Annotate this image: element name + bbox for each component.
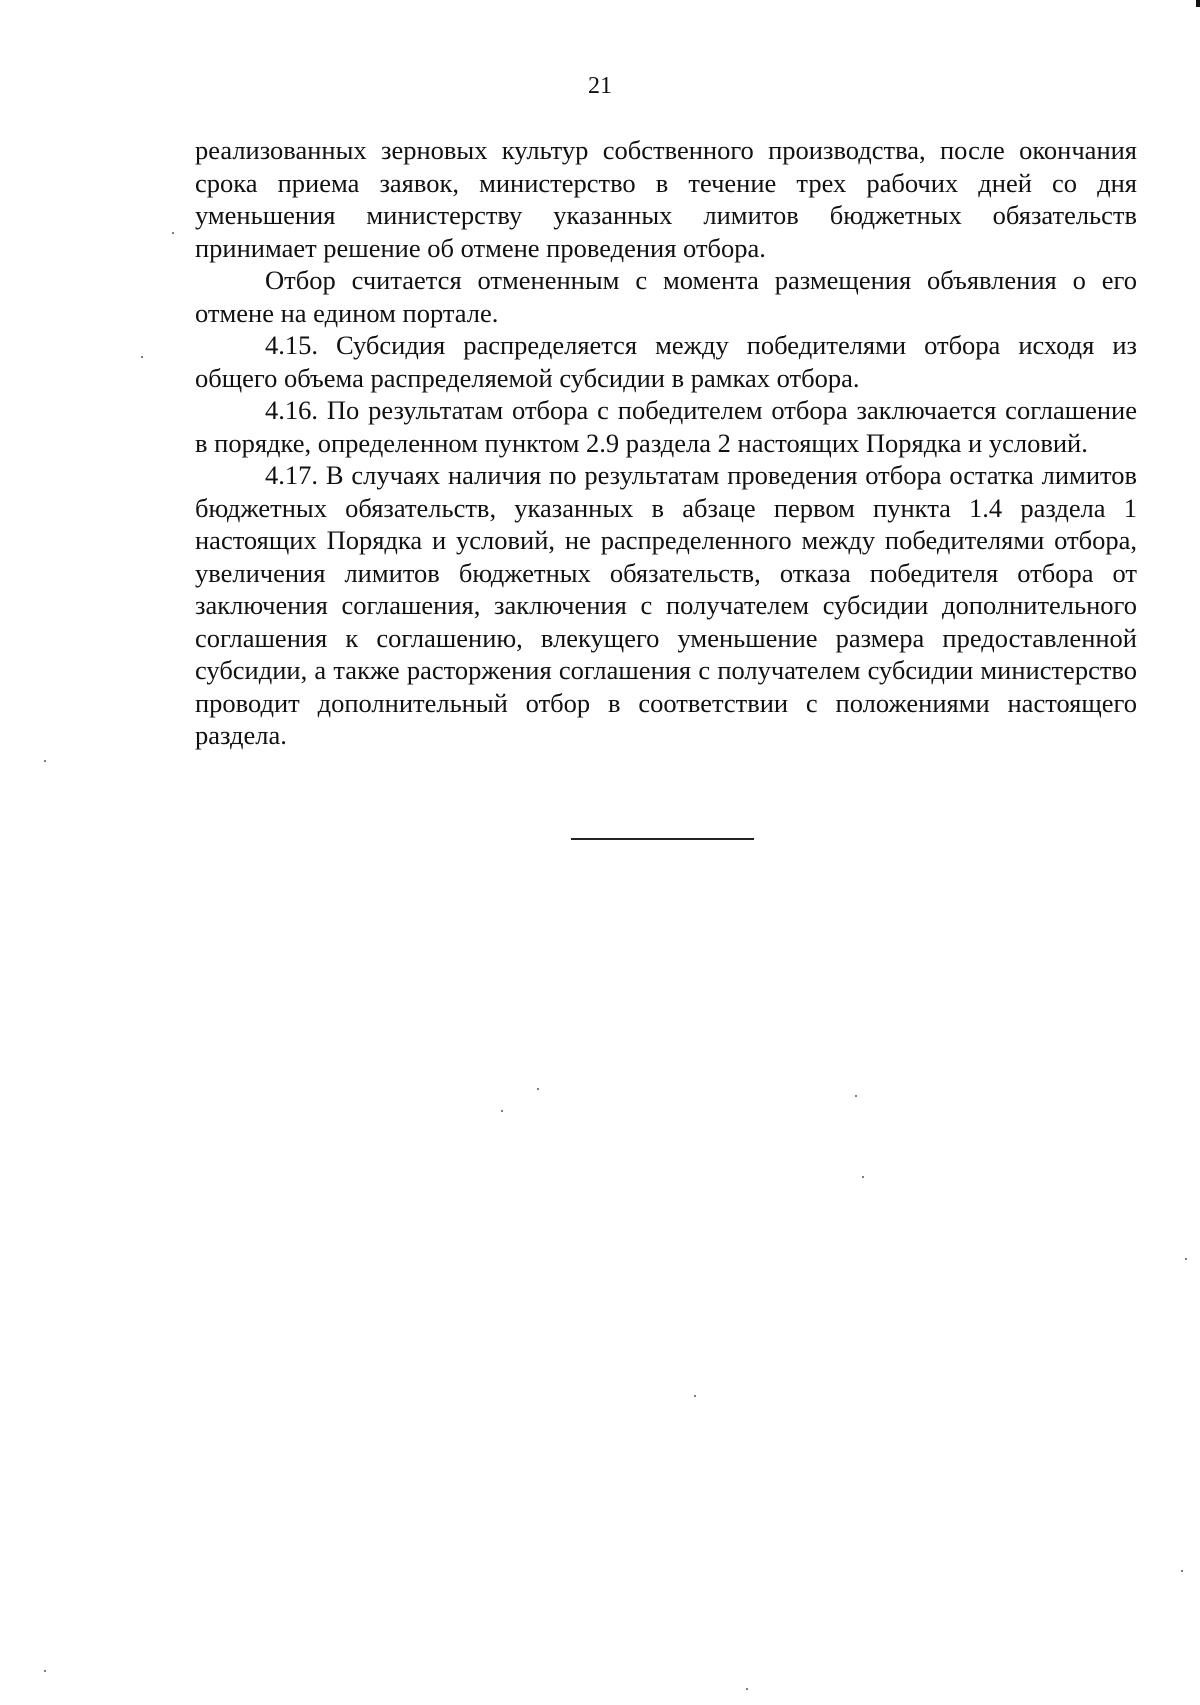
paragraph-selection-cancelled: Отбор считается отмененным с момента размещения объявления о его отмене на едином портале. [195,265,1137,328]
scan-speck [44,1670,46,1672]
scan-speck [746,1688,748,1690]
scan-speck [1185,1258,1187,1260]
paragraph-continuation: реализованных зерновых культур собственного производства, после окончания срока приема заявок, министерство в течение трех рабочих дней со дня уменьшения министерству указанных лимитов бюджетных обязательств принимает решение об отмене проведения отбора. [195,135,1137,263]
page-number: 21 [588,73,612,99]
scan-speck [694,1395,696,1397]
scan-speck [855,1095,857,1097]
paragraph-4-17: 4.17. В случаях наличия по результатам проведения отбора остатка лимитов бюджетных обязательств, указанных в абзаце первом пункта 1.4 раздела 1 настоящих Порядка и условий, не распределенного между победителями отбора, увеличения лимитов бюджетных обязательств, отказа победителя отбора от заключения соглашения, заключения с получателем субсидии дополнительного соглашения к соглашению, влекущего уменьшение размера предоставленной субсидии, а также расторжения соглашения с получателем субсидии министерство проводит дополнительный отбор в соответствии с положениями настоящего раздела. [195,460,1137,750]
closing-separator-line [571,838,754,840]
scan-speck [537,1088,539,1090]
scan-speck [44,760,46,762]
document-body [195,134,1137,752]
paragraph-4-16: 4.16. По результатам отбора с победителем отбора заключается соглашение в порядке, определенном пунктом 2.9 раздела 2 настоящих Порядка и условий. [195,395,1137,458]
scan-corner-mark [1196,0,1200,7]
scan-speck [141,356,143,358]
scan-speck [172,232,174,234]
scan-speck [862,1176,864,1178]
scan-speck [1181,1570,1183,1572]
paragraph-4-15: 4.15. Субсидия распределяется между победителями отбора исходя из общего объема распределяемой субсидии в рамках отбора. [195,330,1137,393]
scan-speck [501,1110,503,1112]
